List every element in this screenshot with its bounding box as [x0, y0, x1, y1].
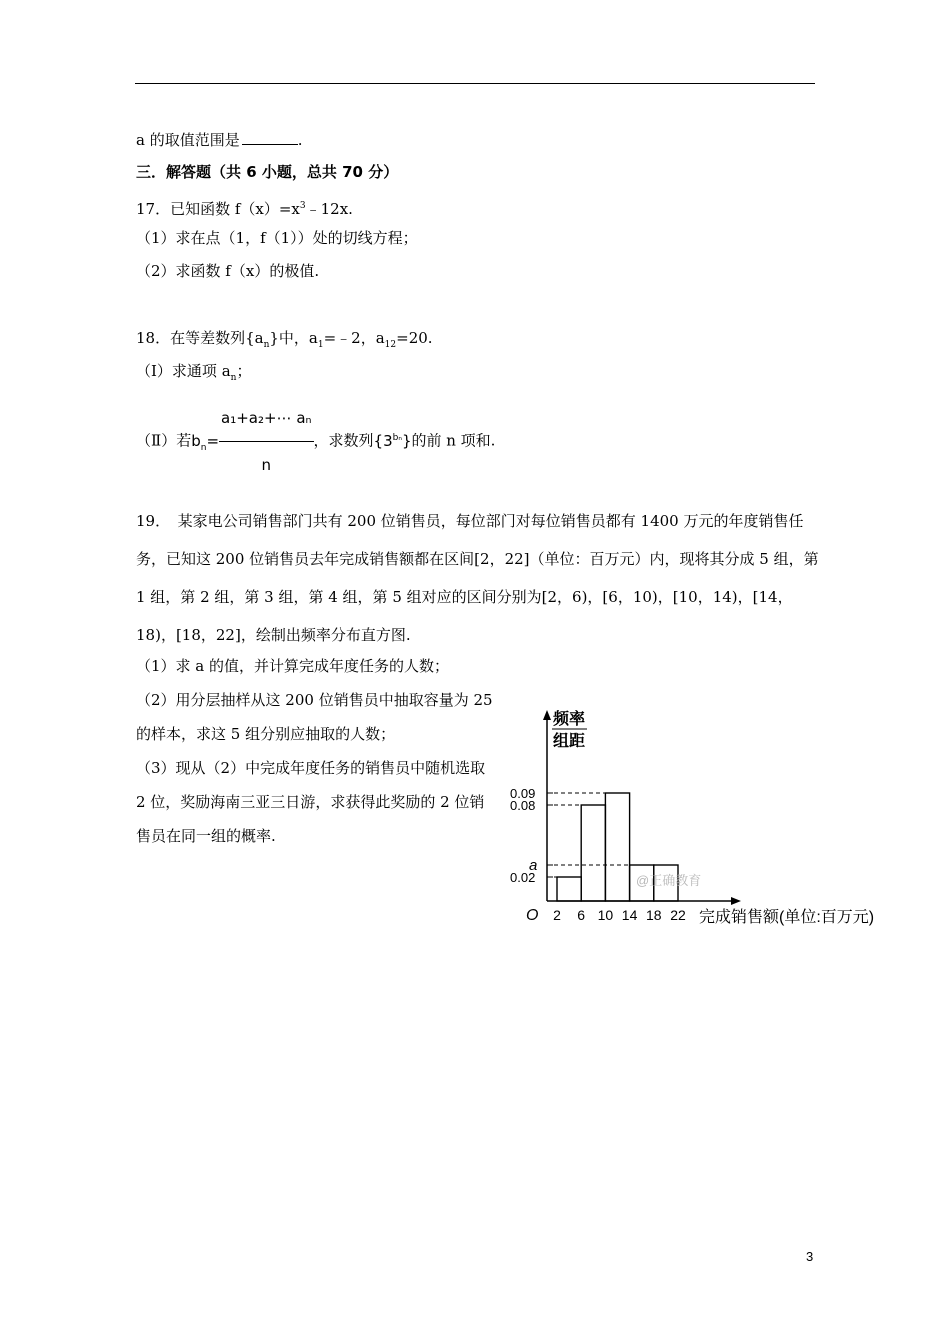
seq-expression [374, 432, 412, 450]
x-tick-label: 6 [577, 907, 586, 923]
histogram-bar [581, 805, 605, 901]
q18-sub-12: 12 [384, 340, 397, 350]
q18-p1-sub: n [230, 373, 237, 383]
answer-blank [242, 130, 298, 145]
watermark-text: @正确教育 [636, 873, 702, 888]
y-label-top: 频率 [553, 711, 586, 728]
q18-d: =20. [396, 329, 433, 347]
q18-part1 [136, 361, 251, 388]
page-number: 3 [806, 1249, 814, 1264]
q18-sub-n: n [263, 340, 270, 350]
q19-stem: 19． 某家电公司销售部门共有 200 位销售员，每位部门对每位销售员都有 1400 万元的年度销售任务，已知这 200 位销售员去年完成销售额都在区间[2，22]（单位：百万元）内，现将其分成 5 组，第 1 组，第 2 组，第 3 组，第 4 组，第 5 组对应的区间分别为[2，6)，[6，10)，[10，14)，[14，18)，[18，22]，绘制出频率分布直方图. [136, 512, 819, 644]
q17-stem [136, 196, 353, 219]
q18-b: }中，a [269, 329, 318, 347]
fraction-denominator: n [261, 456, 272, 474]
chart-labels [510, 709, 874, 926]
prev-text: a 的取值范围是 [136, 131, 240, 149]
q18-p2-suffix: 的前 n 项和. [411, 431, 496, 450]
x-tick-label: 18 [646, 907, 662, 923]
q19-part3: （3）现从（2）中完成年度任务的销售员中随机选取 2 位，奖励海南三亚三日游，求获得此奖励的 2 位销售员在同一组的概率. [136, 759, 486, 845]
q18-p2-mid: ，求数列 [313, 431, 374, 450]
bn-fraction [219, 395, 313, 488]
q18-c: =﹣2，a [323, 329, 385, 347]
seq-open: {3 [373, 431, 393, 450]
q18-part2 [136, 395, 495, 488]
q17-stem-a: 17．已知函数 f（x）=x [136, 200, 300, 218]
x-axis-arrow-icon [731, 897, 741, 905]
x-tick-label: 2 [553, 907, 561, 923]
y-tick-label: 0.09 [510, 786, 536, 801]
b-n-symbol [191, 431, 220, 453]
q18-sub-1: 1 [317, 340, 324, 350]
q18-p1-a: （Ⅰ）求通项 a [136, 362, 231, 380]
q17-exp: 3 [299, 201, 306, 211]
q18-p2-prefix: （Ⅱ）若 [136, 431, 192, 450]
y-tick-label: 0.08 [510, 798, 536, 813]
prev-tail: . [297, 131, 303, 149]
seq-exp: bₙ [392, 432, 402, 443]
histogram-bar [605, 793, 629, 901]
x-tick-label: 10 [597, 907, 614, 923]
x-axis-title: 完成销售额(单位:百万元) [699, 909, 875, 926]
q19-part2: （2）用分层抽样从这 200 位销售员中抽取容量为 25 的样本，求这 5 组分别应抽取的人数； [136, 691, 493, 743]
q18-a: 18．在等差数列{a [136, 329, 264, 347]
b-sub: n [200, 442, 207, 453]
x-tick-label: 14 [621, 907, 638, 923]
q19-parts [136, 649, 496, 853]
fraction-numerator: a₁+a₂+⋯ aₙ [219, 395, 313, 442]
histogram-bar [557, 877, 581, 901]
y-tick-label: 0.02 [510, 870, 536, 885]
q18-stem [136, 328, 433, 355]
q17-part2: （2）求函数 f（x）的极值. [136, 262, 320, 280]
q17-stem-b: ﹣12x. [305, 200, 353, 218]
y-tick-label: a [529, 857, 538, 874]
header-rule [135, 83, 815, 84]
x-tick-label: 22 [670, 907, 686, 923]
section-title: 三．解答题（共 6 小题，总共 70 分） [136, 163, 399, 181]
y-label-bottom: 组距 [553, 733, 586, 750]
prev-question-tail [136, 130, 303, 150]
frequency-histogram [505, 700, 905, 940]
equals-sign: = [206, 431, 220, 450]
origin-label: O [526, 907, 539, 924]
y-axis-arrow-icon [543, 710, 551, 720]
q19-part1: （1）求 a 的值，并计算完成年度任务的人数； [136, 657, 450, 675]
q17-part1: （1）求在点（1，f（1））处的切线方程； [136, 229, 418, 247]
q18-p1-b: ； [236, 362, 252, 380]
b-letter: b [191, 431, 201, 450]
seq-close: } [401, 431, 412, 450]
